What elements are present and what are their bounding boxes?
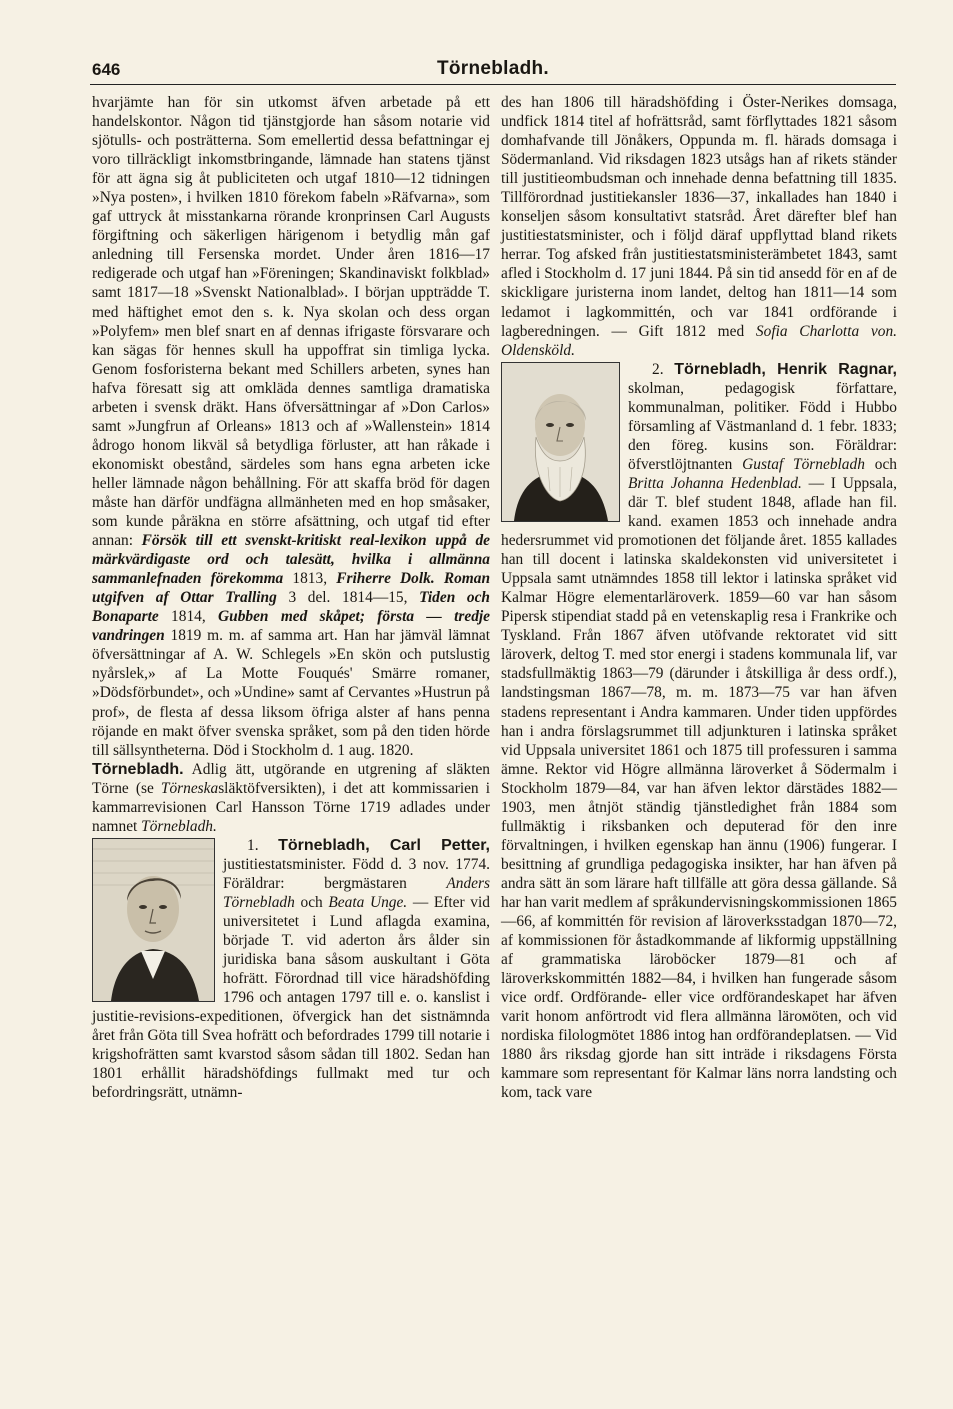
work-title: Friherre Dolk. [336, 570, 435, 588]
work-title: Försök till ett svenskt-kritiskt real-lexikon uppå de märkvärdigaste ord och talesätt, hvilka i allmänna sammanlefnaden förekomma [92, 532, 490, 588]
right-column [501, 93, 897, 1102]
text-run: och [874, 455, 897, 473]
portrait-henrik-ragnar [501, 362, 620, 522]
entry-carl-petter [92, 836, 490, 1103]
left-column [92, 93, 490, 1102]
father-name: Anders Törnebladh [223, 874, 490, 911]
page-header [90, 58, 896, 85]
entry-headword: Törnebladh, Henrik Ragnar, [674, 360, 897, 378]
text-run: Adlig ätt, utgörande en utgrening af släkten Törne (se [92, 760, 491, 797]
text-run: — I Uppsala, där T. blef student 1848, aflade han fil. kand. examen 1853 och innehade andra hedersrummet vid promotionen det följande året. 1855 kallades han till docent i latinska skaldekonsten vid universitetet i Uppsala samt utnämndes 1858 till lektor i latinska språket vid Kalmar Högre elementarläroverk. 1859—60 var han såsom Pipersk stipendiat stadd på en vetenskaplig resa i Frankrike och Tyskland. Från 1867 äfven utöfvande rektoratet vid sitt läroverk, deltog T. med stor energi i stadens kommunala lif, var stadsfullmäktig 1863—79 (därunder i åtskilliga år dess ordf.), landstingsman 1867—78, m. m. 1873—75 var han äfven stadens representant i Andra kammaren. Under tiden uppfördes han i andra förslagsrummet till adjunkturen i latinska språket vid Uppsala universitet 1861 och 1875 till professuren i samma ämne. Rektor vid Högre allmänna läroverket å Södermalm i Stockholm 1879—84, var han äfven lektor därstädes 1882—1903, men åtnjöt ständig tjänstledighet från 1884 som fullmäktig i riksbanken och deputerad för den inre förvaltningen, i hvilken egenskap han ännu (1906) fungerar. I besittning af grundliga pedagogiska insikter, har han äfven på andra sätt än som lärare haft tillfälle att göra dessa gällande. Så har han varit medlem af språkundervisningskommissionen 1865—66, af kommittén för revision af läroverksstadgan 1870—72, af kommissionen för åstadkommande af likformig uppställning af grammatiska läroböcker 1879—81 och af läroverkskommittén 1882—84, i hvilken han fungerade såsom vice ordf. Ordförande- eller vice ordförandeskapet har äfven varit honom anförtrodt vid flera allmänna lärомöten, och vid nordiska filologmötet 1886 intog han ordförandeplatsen. — Vid 1880 års riksdag gjorde han sitt inträde i riksdagens Första kammare som representant för Kalmar läns norra landsting och kom, tack vare [501, 474, 897, 1102]
text-run: och [300, 893, 323, 911]
paragraph-carl-petter-continued [92, 93, 490, 760]
text-run: 1813, [292, 570, 328, 588]
mother-name: Britta Johanna Hedenblad. [628, 474, 802, 492]
running-head: Törnebladh. [436, 58, 550, 79]
text-run: 3 del. 1814—15, [288, 589, 408, 607]
work-title: Roman utgifven af Ottar Tralling [92, 570, 491, 607]
text-run: des han 1806 till häradshöfding i Öster-Nerikes domsaga, undfick 1814 titel af hofrättsråd, samt förflyttades 1821 såsom domhafvande till Jönåkers, Oppunda m. fl. härads domsaga i Södermanland. Vid riksdagen 1823 utsågs han af rikets ständer till justitieombudsman och innehade denna befattning till 1835. Tillförordnad justitiekansler 1836—37, inkallades han 1840 i konseljen såsom konsultativt statsråd. Året därefter blef han justitiestatsminister, och i följd däraf uppflyttad bland rikets herrar. Tog afsked från justitiestatsministerämbetet 1843, samt afled i Stockholm d. 17 juni 1844. På sin tid ansedd för en af de skickligare juristerna inom landet, deltog han 1811—14 som ledamot i lagkommittén, och var 1841 ordförande i lagberedningen. — Gift 1812 med [501, 94, 897, 340]
text-run: 1819 m. m. af samma art. Han har jämväl lämnat öfversättningar af A. W. Schlegels »En skön och putslustig nyårslek,» af La Motte Fouqués' Smärre romaner, »Dödsförbundet», och »Undine» samt af Cervantes »Hustrun på prof», de flesta af dessa liksom öfriga alster af hans penna röjande en makt öfver svenska språket, som på den tiden hörde till sällsyntheterna. Död i Stockholm d. 1 aug. 1820. [92, 627, 490, 759]
page-number: 646 [92, 60, 121, 79]
text-run: hvarjämte han för sin utkomst äfven arbetade på ett handelskontor. Någon tid tjänstgjorde han såsom notarie vid sjötulls- och posträtterna. Som emellertid dessa befattningar ej voro tillräckligt inkomstbringande, lämnade han statens tjänst för att ägna sig åt publiciteten och utgaf 1810—12 tidningen »Nya posten», i hvilken 1810 förekom fabeln »Räfvarna», som gaf uttryck åt misstankarna rörande kronprinsen Carl Augusts förgiftning och säkerligen härigenom i betydlig mån gaf anledning till Fersenska mordet. Under åren 1816—17 redigerade och utgaf han »Föreningen; Skandinaviskt folkblad» samt 1817—18 »Svenskt Nationalblad». I början uppträdde T. med häftighet emot den s. k. Nya skolan och dess organ »Polyfem» men blef snart en af dennas ifrigaste försvarare och kan sägas för hennes skull ha uppoffrat sin timliga lycka. Genom fosforisterna bekant med Schillers arbeten, synes han hafva föresatt sig att omkläda dennes samtliga dramatiska arbeten i svensk dräkt. Hans öfversättningar af »Don Carlos» samt »Jungfrun af Orleans» 1813 och af »Wallenstein» 1814 ådrogo honom likväl så betydliga förluster, att han råkade i ekonomiskt obestånd, särdeles som hans egna arbeten icke heller lämnade någon behållning. För att skaffa bröd för dagen måste han därför undfägna allmänheten med en hop småsaker, som kunde påräkna en större afsättning, och utgaf tid efter annan: [92, 94, 490, 550]
entry-number: 1. [247, 836, 259, 854]
father-name: Gustaf Törnebladh [742, 455, 865, 473]
mother-name: Beata Unge. [328, 893, 408, 911]
entry-headword: Törnebladh, Carl Petter, [278, 836, 490, 854]
text-run: — Efter vid universitetet i Lund aflagda examina, började T. vid aderton års ålder sin juridiska bana såsom auskultant i Göta hofrätt. Förordnad till vice häradshöfding 1796 och antagen 1797 till e. o. kanslist i justitie-revisions-expeditionen, öfvergick han det sistnämnda året från Göta till Svea hofrätt och befordrades 1799 till notarie i krigshofrätten samt kvarstod såsom sådan till 1802. Sedan han 1801 erhållit häradshöfdings fullmakt med tur och befordringsrätt, utnämn- [92, 893, 490, 1102]
entry-henrik-ragnar [501, 360, 897, 1103]
family-name: Törnebladh. [141, 817, 217, 835]
text-run: skolman, pedagogisk författare, kommunalman, politiker. Född i Hubbo församling af Västmanland d. 1 febr. 1833; den föreg. kusins son. Föräldrar: öfverstlöjtnanten [628, 379, 897, 473]
wife-name: Sofia Charlotta von. Oldensköld. [501, 322, 897, 359]
portrait-carl-petter [92, 838, 215, 1002]
paragraph-carl-petter-end [501, 93, 897, 360]
entry-number: 2. [652, 360, 664, 378]
work-title: Gubben med skåpet; första — tredje vandringen [92, 608, 491, 645]
cross-reference: Törneska [160, 779, 219, 797]
text-run: släktöfversikten), i det att kommissarien i kammarrevisionen Carl Hansson Törne 1719 adlades under namnet [92, 779, 490, 835]
paragraph-family [92, 760, 490, 836]
family-headword: Törnebladh. [92, 760, 184, 778]
text-run: 1814, [171, 608, 206, 626]
text-run: justitiestatsminister. Född d. 3 nov. 1774. Föräldrar: bergmästaren [223, 855, 490, 892]
work-title: Tiden och Bonaparte [92, 589, 490, 626]
